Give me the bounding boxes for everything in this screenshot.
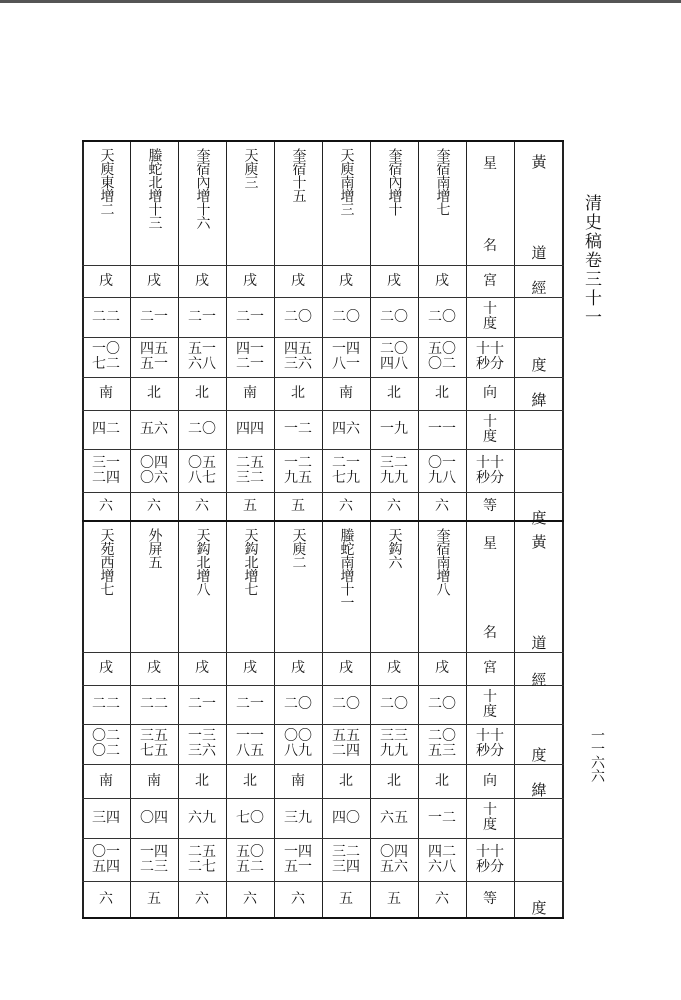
star-wdu: 四四 <box>236 421 264 437</box>
star-wdu: 五六 <box>140 421 168 437</box>
star-name: 螣蛇南增十一 <box>338 528 355 609</box>
star-deng: 六 <box>291 890 305 907</box>
star-fen: 一一 八五 <box>236 728 264 759</box>
star-wfen: 五〇 五二 <box>236 843 264 875</box>
header-ecliptic-label: 緯 <box>531 780 547 799</box>
header-ecliptic-label: 黃 <box>531 532 547 551</box>
header-unit-label: 十十 秒分 <box>476 843 504 875</box>
star-xiang: 北 <box>339 772 353 789</box>
header-ecliptic-label: 度 <box>531 898 547 917</box>
star-name: 天苑西增七 <box>98 528 115 596</box>
star-du: 二〇 <box>332 696 360 712</box>
star-wdu: 一二 <box>428 809 456 826</box>
star-name: 天鈎北增八 <box>194 528 211 596</box>
star-du: 二〇 <box>284 308 312 325</box>
header-star-label: 星 <box>483 535 497 552</box>
header-star-label: 星 <box>483 155 497 172</box>
star-name: 奎宿內增十 <box>386 148 403 216</box>
star-name: 螣蛇北增十三 <box>146 148 163 229</box>
star-wfen: 一四 二三 <box>140 843 168 875</box>
star-fen: 五〇 〇二 <box>428 341 456 372</box>
star-wdu: 二〇 <box>188 421 216 437</box>
top-border <box>0 0 681 3</box>
star-name: 奎宿南增七 <box>434 148 451 216</box>
page-number: 一一六六 <box>589 728 605 782</box>
star-gong: 戌 <box>291 272 305 289</box>
header-ecliptic-label: 道 <box>531 633 547 652</box>
header-ecliptic-label: 經 <box>531 670 547 689</box>
header-unit-label: 十 度 <box>483 688 497 720</box>
star-xiang: 北 <box>387 772 401 789</box>
star-gong: 戌 <box>147 272 161 289</box>
star-fen: 五五 二四 <box>332 728 360 759</box>
star-du: 二〇 <box>380 308 408 325</box>
header-unit-label: 十十 秒分 <box>476 454 504 486</box>
star-wfen: 二一 七九 <box>332 454 360 486</box>
star-xiang: 北 <box>291 385 305 401</box>
star-fen: 三五 七五 <box>140 728 168 759</box>
star-name: 天鈎北增七 <box>242 528 259 596</box>
star-wfen: 三二 三四 <box>332 843 360 875</box>
star-name: 天庾南增三 <box>338 148 355 216</box>
star-wfen: 四二 六八 <box>428 843 456 875</box>
star-deng: 六 <box>195 497 209 514</box>
star-du: 二〇 <box>332 308 360 325</box>
star-name: 天庾二 <box>290 528 307 569</box>
star-gong: 戌 <box>291 660 305 676</box>
header-unit-label: 十 度 <box>483 413 497 445</box>
star-fen: 一四 八一 <box>332 341 360 372</box>
star-xiang: 南 <box>99 772 113 789</box>
star-fen: 三三 九九 <box>380 728 408 759</box>
star-xiang: 南 <box>339 385 353 401</box>
header-ecliptic-label: 度 <box>531 745 547 764</box>
header-unit-label: 宮 <box>483 272 497 289</box>
star-wfen: 〇五 八七 <box>188 454 216 486</box>
star-du: 二二 <box>140 696 168 712</box>
star-wfen: 三二 九九 <box>380 454 408 486</box>
star-deng: 六 <box>339 497 353 514</box>
star-wdu: 四〇 <box>332 809 360 826</box>
star-du: 二〇 <box>428 696 456 712</box>
star-xiang: 南 <box>291 772 305 789</box>
header-unit-label: 向 <box>483 385 497 401</box>
star-xiang: 南 <box>243 385 257 401</box>
star-wfen: 〇一 九八 <box>428 454 456 486</box>
star-wdu: 七〇 <box>236 809 264 826</box>
star-name: 奎宿內增十六 <box>194 148 211 229</box>
star-gong: 戌 <box>243 272 257 289</box>
star-xiang: 南 <box>147 772 161 789</box>
star-du: 二一 <box>188 308 216 325</box>
book-title: 清史稿卷三十一 <box>585 194 603 328</box>
star-deng: 六 <box>99 497 113 514</box>
star-fen: 四五 五一 <box>140 341 168 372</box>
header-unit-label: 十十 秒分 <box>476 728 504 759</box>
star-wdu: 四二 <box>92 421 120 437</box>
header-unit-label: 十十 秒分 <box>476 341 504 372</box>
header-unit-label: 等 <box>483 497 497 514</box>
star-fen: 二〇 四八 <box>380 341 408 372</box>
star-fen: 四一 二一 <box>236 341 264 372</box>
star-name: 天鈎六 <box>386 528 403 569</box>
star-fen: 二〇 五三 <box>428 728 456 759</box>
star-fen: 一三 三六 <box>188 728 216 759</box>
star-catalog-table <box>82 140 564 917</box>
star-xiang: 北 <box>435 385 449 401</box>
header-name-label: 名 <box>483 624 497 641</box>
header-ecliptic-label: 道 <box>531 243 547 262</box>
star-gong: 戌 <box>99 272 113 289</box>
star-fen: 〇二 〇二 <box>92 728 120 759</box>
star-gong: 戌 <box>435 660 449 676</box>
star-du: 二一 <box>140 308 168 325</box>
star-name: 奎宿十五 <box>290 148 307 202</box>
row-rule <box>82 520 564 522</box>
star-wdu: 四六 <box>332 421 360 437</box>
star-xiang: 北 <box>195 772 209 789</box>
star-deng: 六 <box>99 890 113 907</box>
header-ecliptic-label: 度 <box>531 508 547 527</box>
star-wfen: 〇四 五六 <box>380 843 408 875</box>
star-xiang: 北 <box>243 772 257 789</box>
star-du: 二〇 <box>284 696 312 712</box>
star-du: 二〇 <box>380 696 408 712</box>
star-gong: 戌 <box>147 660 161 676</box>
header-unit-label: 十 度 <box>483 301 497 332</box>
star-gong: 戌 <box>195 660 209 676</box>
star-xiang: 南 <box>99 385 113 401</box>
star-wdu: 三四 <box>92 809 120 826</box>
star-deng: 五 <box>243 497 257 514</box>
star-xiang: 北 <box>195 385 209 401</box>
star-deng: 五 <box>147 890 161 907</box>
star-du: 二〇 <box>428 308 456 325</box>
star-wdu: 六五 <box>380 809 408 826</box>
star-wdu: 一一 <box>428 421 456 437</box>
star-wfen: 〇四 〇六 <box>140 454 168 486</box>
star-deng: 五 <box>291 497 305 514</box>
row-rule <box>82 917 564 919</box>
star-deng: 五 <box>339 890 353 907</box>
star-wfen: 一四 五一 <box>284 843 312 875</box>
star-du: 二二 <box>92 696 120 712</box>
star-gong: 戌 <box>99 660 113 676</box>
star-du: 二二 <box>92 308 120 325</box>
star-xiang: 北 <box>435 772 449 789</box>
star-wfen: 二五 三二 <box>236 454 264 486</box>
star-name: 奎宿南增八 <box>434 528 451 596</box>
star-wdu: 一九 <box>380 421 408 437</box>
header-name-label: 名 <box>483 237 497 254</box>
star-fen: 五一 六八 <box>188 341 216 372</box>
star-xiang: 北 <box>147 385 161 401</box>
star-fen: 〇〇 八九 <box>284 728 312 759</box>
star-xiang: 北 <box>387 385 401 401</box>
star-wfen: 三一 二四 <box>92 454 120 486</box>
star-gong: 戌 <box>387 272 401 289</box>
star-wfen: 〇一 五四 <box>92 843 120 875</box>
header-unit-label: 宮 <box>483 660 497 676</box>
header-unit-label: 等 <box>483 890 497 907</box>
header-ecliptic-label: 緯 <box>531 390 547 409</box>
star-deng: 六 <box>435 497 449 514</box>
star-deng: 六 <box>195 890 209 907</box>
star-du: 二一 <box>236 308 264 325</box>
star-name: 天庾東增二 <box>98 148 115 216</box>
star-deng: 六 <box>435 890 449 907</box>
star-wdu: 三九 <box>284 809 312 826</box>
header-unit-label: 向 <box>483 772 497 789</box>
header-unit-label: 十 度 <box>483 802 497 833</box>
star-fen: 一〇 七二 <box>92 341 120 372</box>
star-name: 外屏五 <box>146 528 163 569</box>
star-deng: 六 <box>387 497 401 514</box>
star-wfen: 一二 九五 <box>284 454 312 486</box>
star-du: 二一 <box>188 696 216 712</box>
star-gong: 戌 <box>435 272 449 289</box>
star-name: 天庾三 <box>242 148 259 189</box>
star-fen: 四五 三六 <box>284 341 312 372</box>
header-ecliptic-label: 黃 <box>531 152 547 171</box>
row-rule <box>82 140 564 142</box>
star-gong: 戌 <box>243 660 257 676</box>
star-gong: 戌 <box>195 272 209 289</box>
star-wdu: 一二 <box>284 421 312 437</box>
star-gong: 戌 <box>339 272 353 289</box>
star-wfen: 二五 二七 <box>188 843 216 875</box>
star-deng: 五 <box>387 890 401 907</box>
star-wdu: 〇四 <box>140 809 168 826</box>
star-deng: 六 <box>147 497 161 514</box>
star-gong: 戌 <box>387 660 401 676</box>
header-ecliptic-label: 度 <box>531 355 547 374</box>
header-ecliptic-label: 經 <box>531 278 547 297</box>
star-du: 二一 <box>236 696 264 712</box>
star-gong: 戌 <box>339 660 353 676</box>
star-deng: 六 <box>243 890 257 907</box>
star-wdu: 六九 <box>188 809 216 826</box>
